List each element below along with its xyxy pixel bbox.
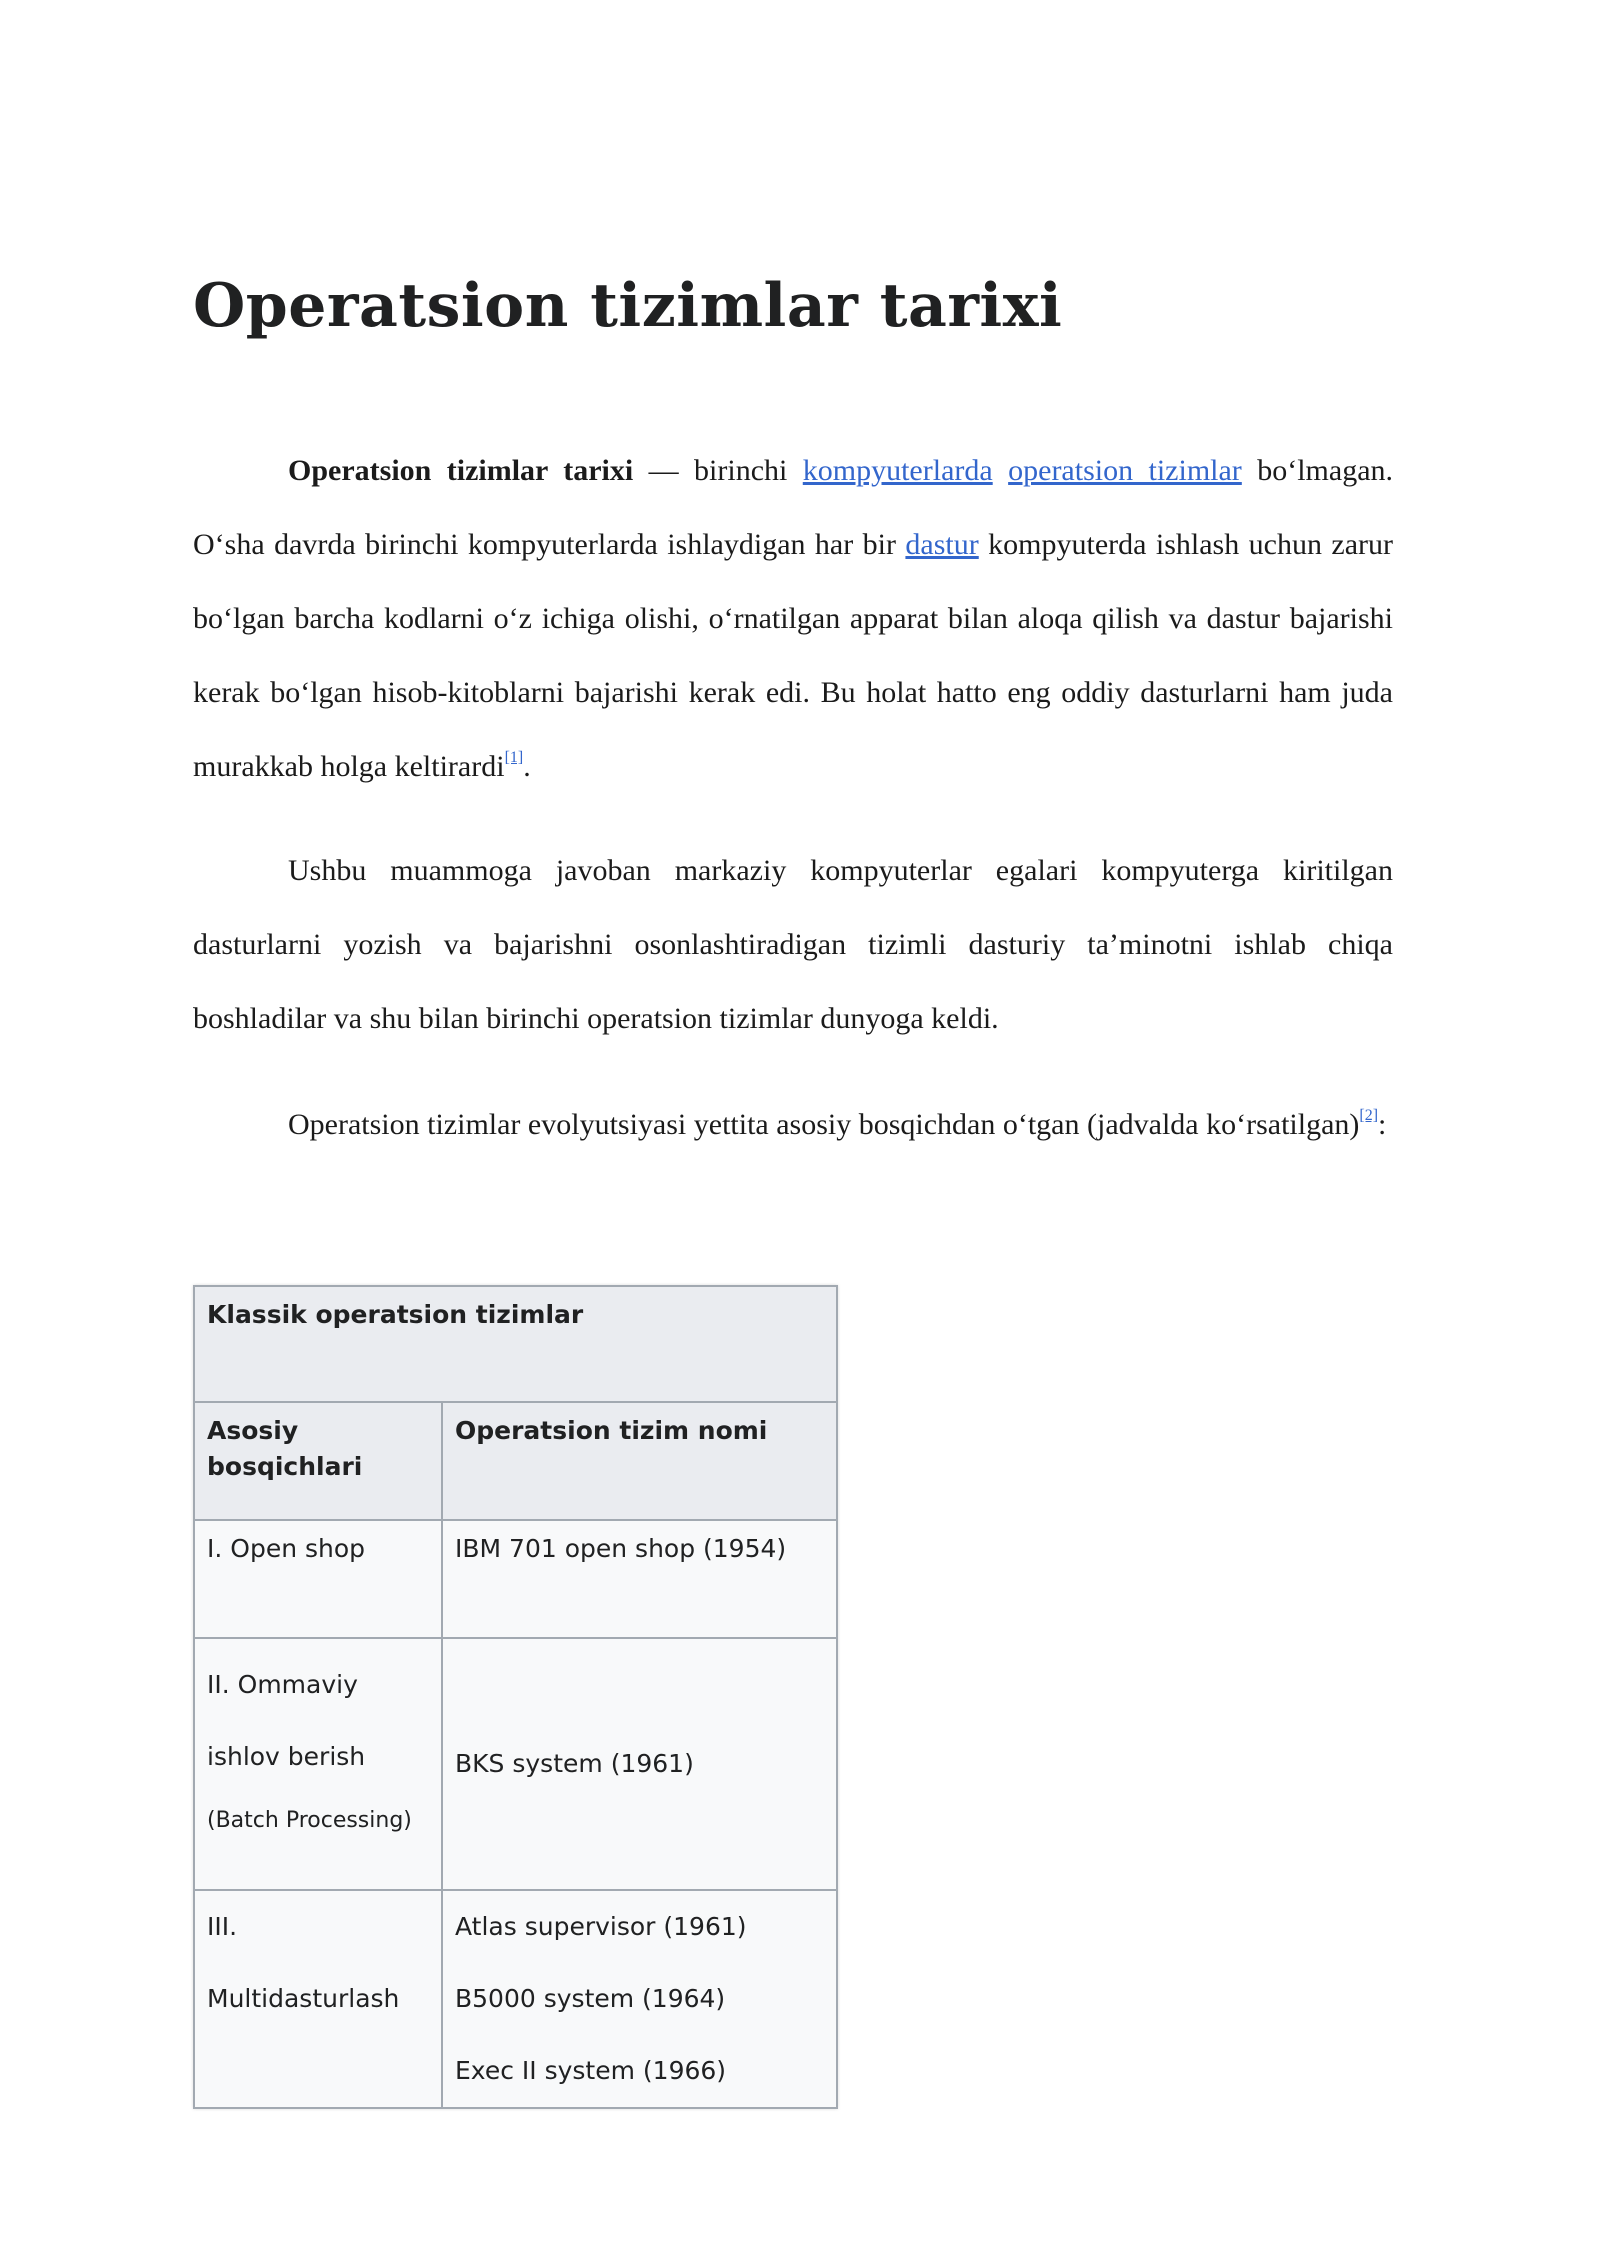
- table-row: [194, 1638, 837, 1890]
- stage-cell: III. Multidasturlash: [194, 1890, 442, 2108]
- intro-paragraph: [193, 434, 1393, 804]
- link-operatsion-tizimlar[interactable]: operatsion tizimlar: [1008, 454, 1242, 487]
- table-row: [194, 1890, 837, 2108]
- paragraph-text: bo‘lmagan. O‘sha davrda birinchi kompyuterlarda ishlaydigan har bir: [193, 454, 1394, 561]
- link-dastur[interactable]: dastur: [905, 528, 979, 561]
- third-paragraph: [193, 1088, 1393, 1162]
- os-name-line: Exec II system (1966): [455, 2056, 727, 2085]
- bold-term: Operatsion tizimlar tarixi: [288, 454, 634, 487]
- paragraph-text: Operatsion tizimlar evolyutsiyasi yettita asosiy bosqichdan o‘tgan (jadvalda ko‘rsatilgan): [288, 1108, 1360, 1141]
- table-row: [194, 1520, 837, 1638]
- os-name-line: Atlas supervisor (1961): [455, 1912, 747, 1941]
- os-history-table: [193, 1285, 838, 2109]
- os-name-line: B5000 system (1964): [455, 1984, 726, 2013]
- paragraph-text: [993, 454, 1008, 487]
- os-name-cell: BKS system (1961): [442, 1638, 837, 1890]
- table-header-row: [194, 1402, 837, 1520]
- os-name-cell: IBM 701 open shop (1954): [442, 1520, 837, 1638]
- paragraph-text: .: [523, 750, 531, 783]
- link-kompyuterlarda[interactable]: kompyuterlarda: [802, 454, 993, 487]
- table-caption: Klassik operatsion tizimlar: [194, 1286, 837, 1402]
- os-name-cell: [442, 1890, 837, 2108]
- stage-note: (Batch Processing): [207, 1808, 412, 1833]
- paragraph-text: kompyuterda ishlash uchun zarur bo‘lgan barcha kodlarni o‘z ichiga olishi, o‘rnatilgan apparat bilan aloqa qilish va dastur bajarishi kerak bo‘lgan hisob-kitoblarni bajarishi kerak edi. Bu holat hatto eng oddiy dasturlarni ham juda murakkab holga keltirardi: [193, 528, 1393, 783]
- paragraph-text: — birinchi: [633, 454, 803, 487]
- column-header-stage: Asosiy bosqichlari: [194, 1402, 442, 1520]
- stage-label: II. Ommaviy ishlov berish: [207, 1670, 366, 1771]
- reference-2-link[interactable]: [2]: [1359, 1107, 1379, 1124]
- column-header-os-name: Operatsion tizim nomi: [442, 1402, 837, 1520]
- table-caption-row: [194, 1286, 837, 1402]
- reference-1-link[interactable]: [1]: [504, 749, 524, 766]
- stage-cell: [194, 1638, 442, 1890]
- second-paragraph: Ushbu muammoga javoban markaziy kompyuterlar egalari kompyuterga kiritilgan dasturlarni yozish va bajarishni osonlashtiradigan tizimli dasturiy ta’minotni ishlab chiqa boshladilar va shu bilan birinchi operatsion tizimlar dunyoga keldi.: [193, 854, 1393, 1035]
- page-title: Operatsion tizimlar tarixi: [193, 271, 1063, 341]
- paragraph-text: :: [1378, 1108, 1387, 1141]
- stage-cell: I. Open shop: [194, 1520, 442, 1638]
